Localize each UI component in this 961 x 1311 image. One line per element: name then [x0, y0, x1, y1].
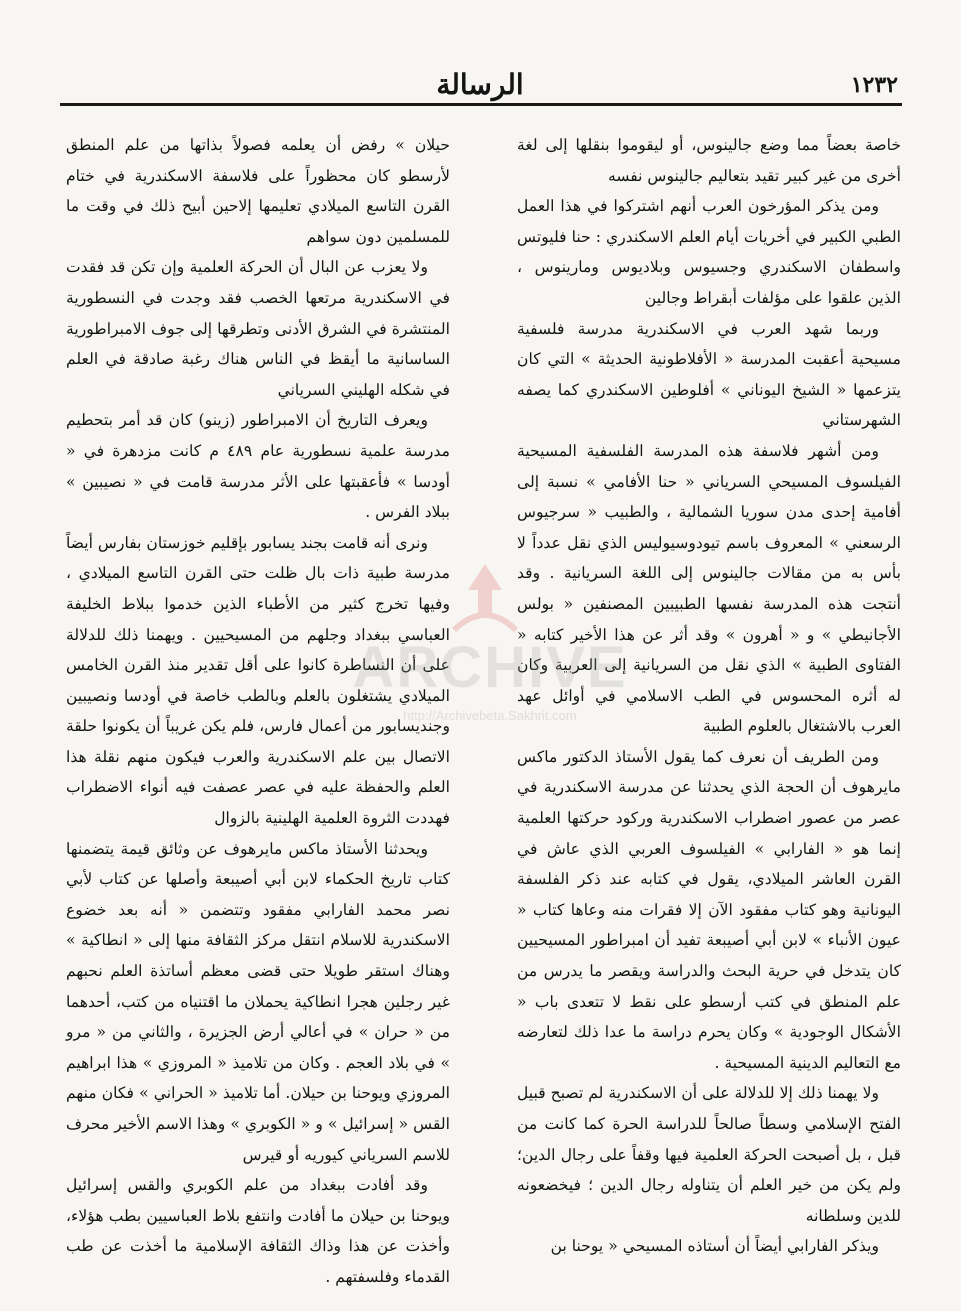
page-header [62, 68, 898, 101]
watermark-url: http://Archivebeta.Sakhrit.com [403, 708, 577, 723]
paragraph: خاصة بعضاً مما وضع جالينوس، أو ليقوموا بنقلها إلى لغة أخرى من غير كبير تقيد بتعاليم جالينوس نفسه [517, 136, 901, 185]
paragraph: ويذكر الفارابي أيضاً أن أستاذه المسيحي « يوحنا بن [550, 1237, 879, 1256]
right-column [517, 130, 901, 1265]
paragraph: وربما شهد العرب في الاسكندرية مدرسة فلسفية مسيحية أعقبت المدرسة « الأفلاطونية الحديثة » التي كان يتزعمها « الشيخ اليوناني » أفلوطين الاسكندري كما يصفه الشهرستاني [517, 319, 901, 430]
paragraph: ومن أشهر فلاسفة هذه المدرسة الفلسفية المسيحية الفيلسوف المسيحي السرياني « حنا الأفامي » نسبة إلى أفامية إحدى مدن سوريا الشمالية ، والطبيب « سرجيوس الرسعني » المعروف باسم تيودوسيوليس الذي نقل عدداً لا بأس به من مقالات جالينوس إلى اللغة السريانية . وقد أنتجت هذه المدرسة نفسها الطبيبين المصنفين « بولس الأجانيطي » و « أهرون » وقد أثر عن هذا الأخير كتابه « الفتاوى الطبية » الذي نقل من السريانية إلى العربية وكان له أثره المحسوس في الطب الاسلامي في أوائل عهد العرب بالاشتغال بالعلوم الطبية [517, 441, 901, 736]
paragraph: ويعرف التاريخ أن الامبراطور (زينو) كان قد أمر بتحطيم مدرسة علمية نسطورية عام ٤٨٩ م كانت مزدهرة في « أودسا » فأعقبتها على الأثر مدرسة قامت في « نصيبين » ببلاد الفرس . [66, 411, 450, 522]
paragraph: ومن الطريف أن نعرف كما يقول الأستاذ الدكتور ماكس مايرهوف أن الحجة الذي يحدثنا عن مدرسة الاسكندرية في عصر من عصور اضطراب الاسكندرية وركود حركتها العلمية إنما هو « الفارابي » الفيلسوف العربي الذي عاش في القرن العاشر الميلادي، يقول في كتابه عند ذكر الفلسفة اليونانية وهو كتاب مفقود الآن إلا فقرات منه وعاها كتاب « عيون الأنباء » لابن أبي أصيبعة تفيد أن امبراطور المسيحيين كان يتدخل في حرية البحث والدراسة ويقصر ما يدرس من علم المنطق في كتب أرسطو على نقط لا تتعدى باب « الأشكال الوجودية » وكان يحرم دراسة ما عدا ذلك لتعارضه مع التعاليم الدينية المسيحية . [517, 747, 901, 1072]
paragraph: ولا يهمنا ذلك إلا للدلالة على أن الاسكندرية لم تصبح قبيل الفتح الإسلامي وسطاً صالحاً للدراسة الحرة كما كانت من قبل ، بل أصبحت الحركة العلمية فيها وقفاً على رجال الدين؛ ولم يكن من خير العلم أن يتناوله رجال الدين ؛ فيخضعونه للدين وسلطانه [517, 1084, 901, 1225]
left-column [66, 130, 450, 1286]
header-rule [60, 103, 902, 106]
paragraph: ويحدثنا الأستاذ ماكس مايرهوف عن وثائق قيمة يتضمنها كتاب تاريخ الحكماء لابن أبي أصيبعة وأصلها عن كتاب لأبي نصر محمد الفارابي مفقود وتتضمن « أنه بعد خضوع الاسكندرية للاسلام انتقل مركز الثقافة منها إلى « انطاكية » وهناك استقر طويلا حتى قضى معظم أساتذة العلم نحبهم غير رجلين هجرا انطاكية يحملان ما اقتنياه من كتب، أحدهما من « حران » في أعالي أرض الجزيرة ، والثاني من « مرو » في بلاد العجم . وكان من تلاميذ « المروزي » هذا ابراهيم المروزي ويوحنا بن حيلان. أما تلاميذ « الحراني » فكان منهم القس « إسرائيل » و « الكوبري » وهذا الاسم الأخير محرف للاسم السرياني كيوريه أو قيرس [66, 839, 450, 1164]
paragraph: ومن يذكر المؤرخون العرب أنهم اشتركوا في هذا العمل الطبي الكبير في أخريات أيام العلم الاسكندري : حنا فليوتس واسطفان الاسكندري وجسيوس وبلاديوس ومارينوس ، الذين علقوا على مؤلفات أبقراط وجالين [517, 197, 901, 307]
paragraph: ونرى أنه قامت بجند يسابور بإقليم خوزستان بفارس أيضاً مدرسة طبية ذات بال ظلت حتى القرن التاسع الميلادي ، وفيها تخرج كثير من الأطباء الذين خدموا ببلاط الخليفة العباسي ببغداد وجلهم من المسيحيين . ويهمنا ذلك للدلالة على أن النساطرة كانوا على أقل تقدير منذ القرن الخامس الميلادي يشتغلون بالعلم وبالطب خاصة في أودسا ونصيبين وجنديسابور من أعمال فارس، فلم يكن غريباً أن يكونوا حلقة الاتصال بين علم الاسكندرية والعرب فيكون منهم نقلة هذا العلم والحفظة عليه في عصر عصفت فيه أنواء الاضطراب فهددت الثروة العلمية الهلينية بالزوال [66, 533, 450, 828]
watermark-word: ARCHIVE [352, 635, 628, 700]
journal-title: الرسالة [436, 68, 524, 101]
paragraph: حيلان » رفض أن يعلمه فصولاً بذاتها من علم المنطق لأرسطو كان محظوراً على فلاسفة الاسكندرية في ختام القرن التاسع الميلادي تعليمها إلاحين أبيح ذلك في وقت ما للمسلمين دون سواهم [66, 136, 450, 246]
paragraph: ولا يعزب عن البال أن الحركة العلمية وإن تكن قد فقدت في الاسكندرية مرتعها الخصب فقد وجدت في النسطورية المنتشرة في الشرق الأدنى وتطرقها إلى جوف الامبراطورية الساسانية ما أيقظ في الناس هناك رغبة صادقة في العلم في شكله الهليني السرياني [66, 258, 450, 399]
paragraph: وقد أفادت ببغداد من علم الكوبري والقس إسرائيل ويوحنا بن حيلان ما أفادت وانتفع بلاط العباسيين بطب هؤلاء، وأخذت عن هذا وذاك الثقافة الإسلامية ما أخذت عن طب القدماء وفلسفتهم . [66, 1176, 450, 1286]
page-number: ١٢٣٢ [850, 72, 898, 98]
